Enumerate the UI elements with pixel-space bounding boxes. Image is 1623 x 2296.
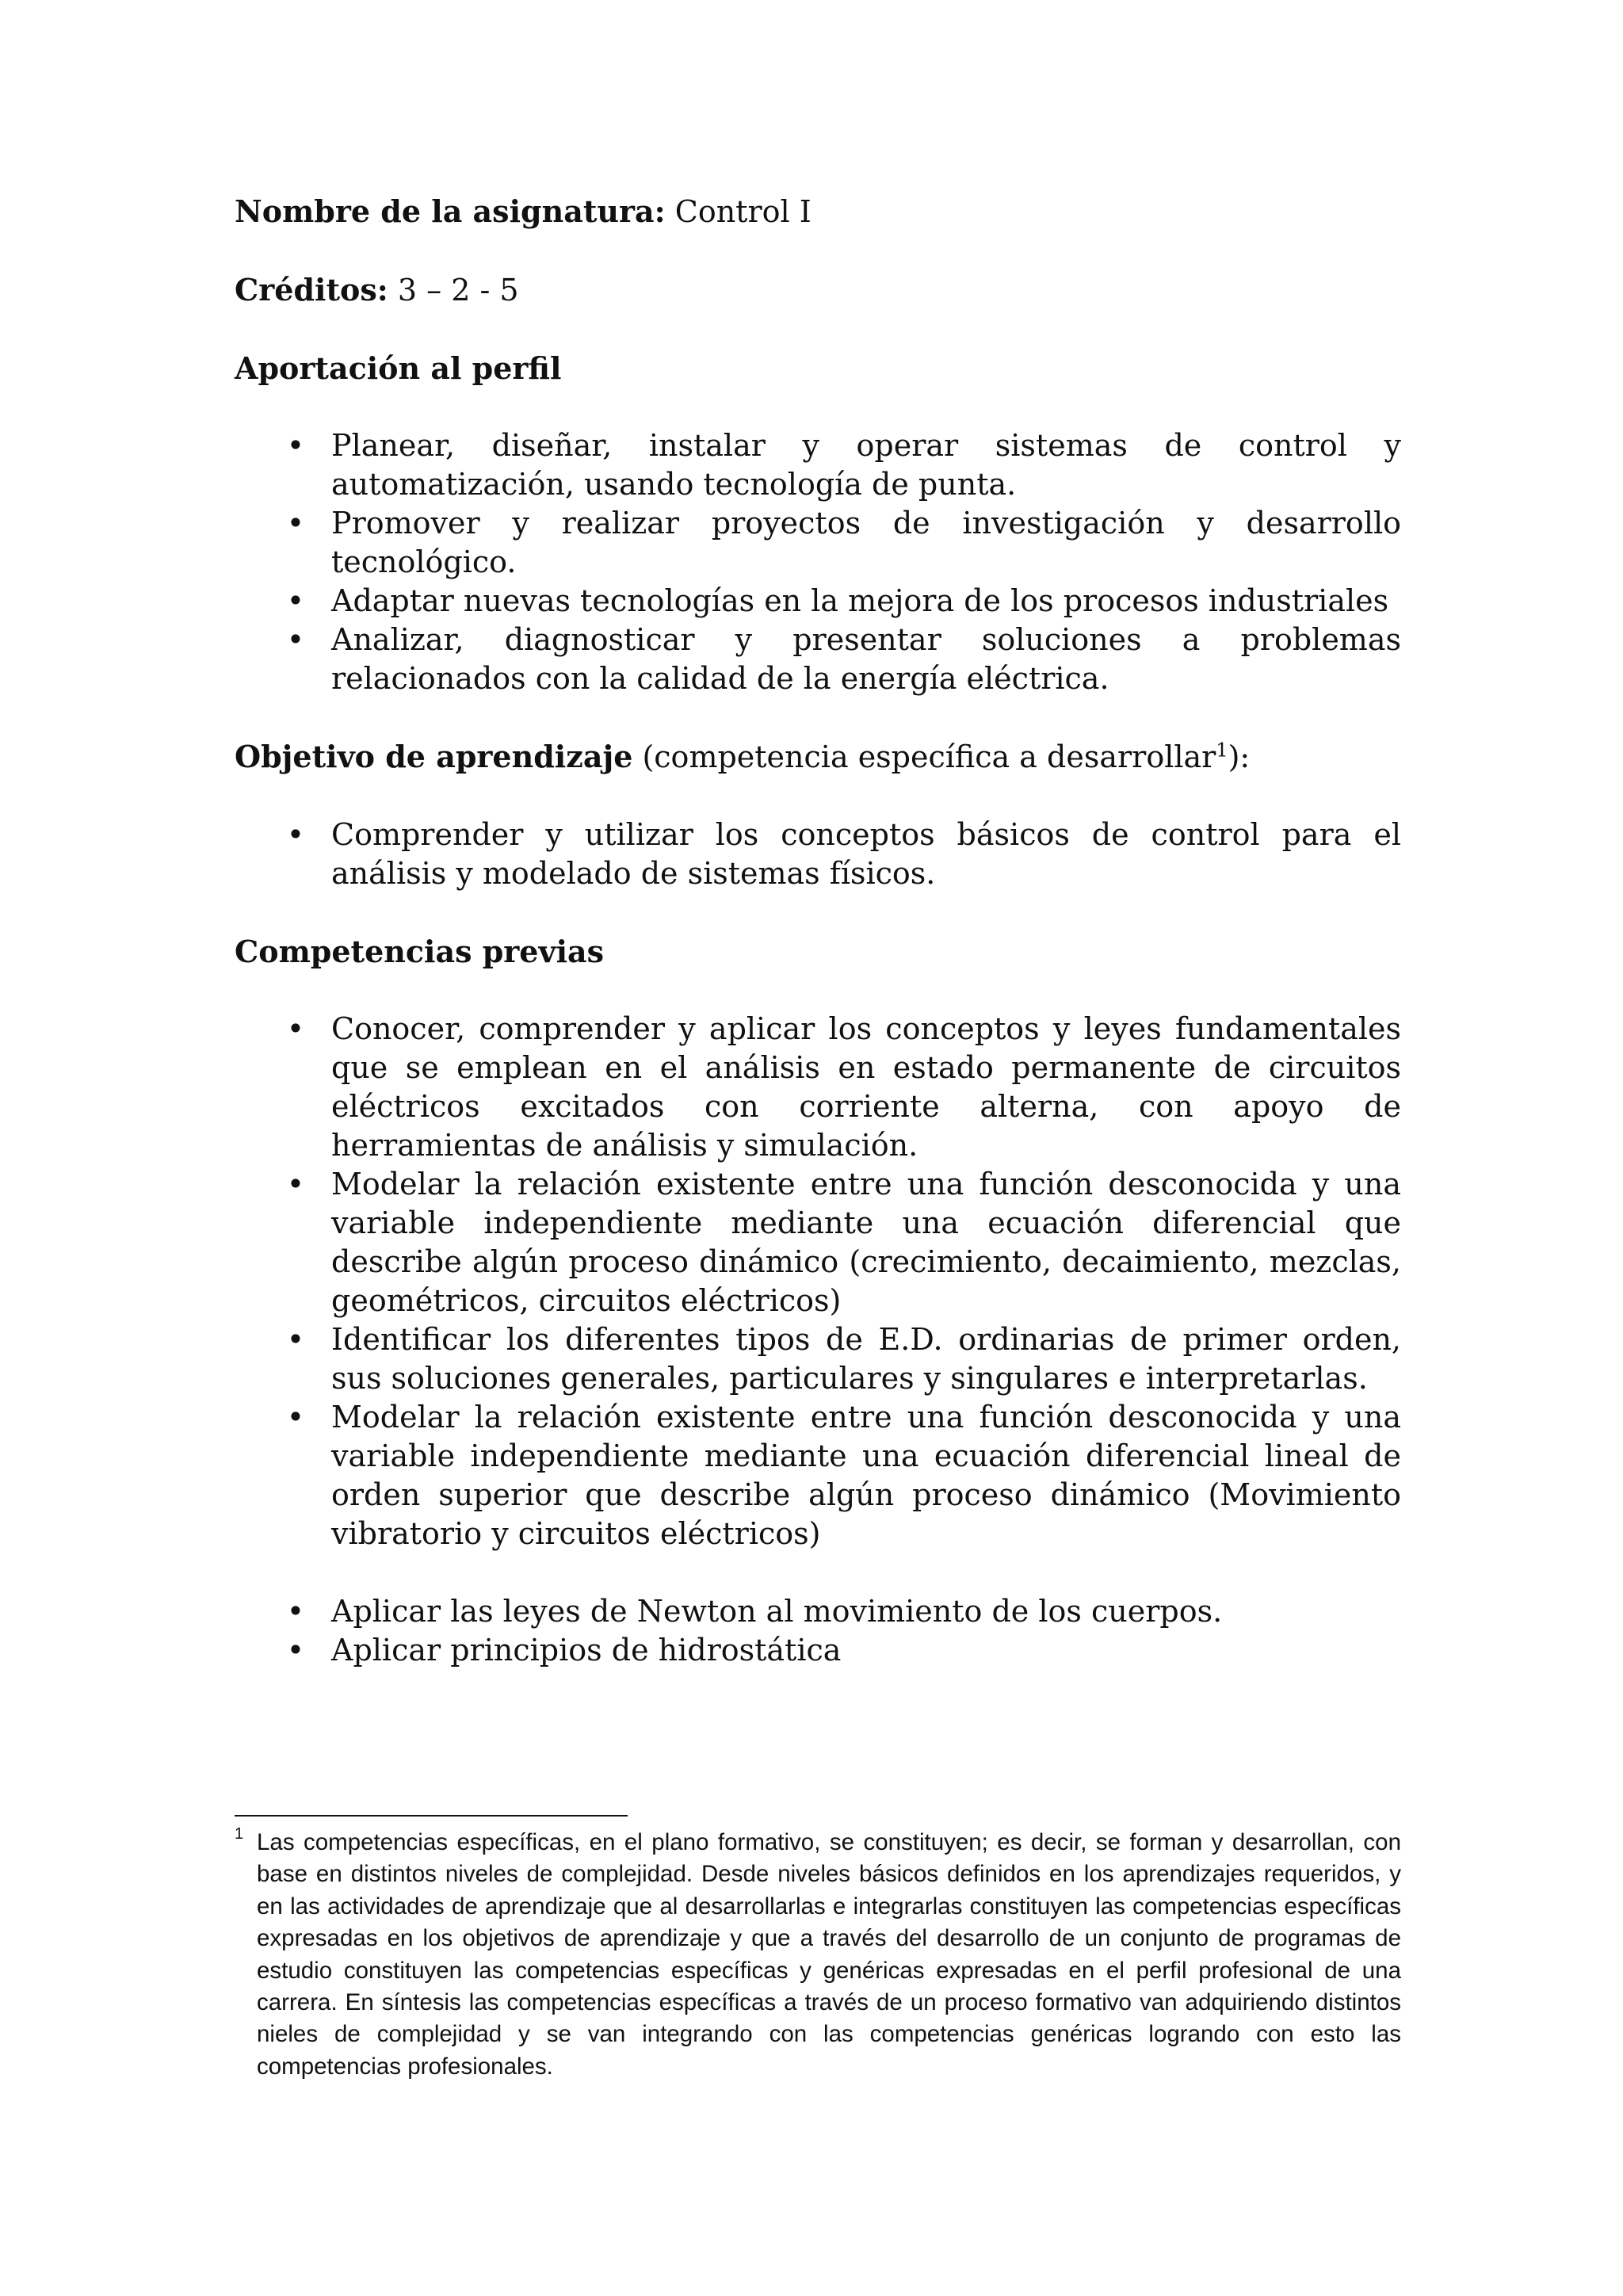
- subject-value: Control I: [665, 194, 812, 229]
- list-item: [235, 1320, 1401, 1398]
- bullet-icon: •: [286, 1400, 305, 1435]
- bullet-icon: •: [286, 1322, 305, 1357]
- list-item: [235, 582, 1401, 621]
- list-item-text: Analizar, diagnosticar y presentar soluciones a problemas relacionados con la calidad de la energía eléctrica.: [331, 622, 1401, 696]
- list-item: [235, 1631, 1401, 1670]
- prior-list: [235, 1010, 1401, 1670]
- objective-list: [235, 816, 1401, 893]
- list-item-text: Adaptar nuevas tecnologías en la mejora de los procesos industriales: [331, 583, 1389, 618]
- list-item: [235, 1165, 1401, 1320]
- list-item-text: Planear, diseñar, instalar y operar sistemas de control y automatización, usando tecnología de punta.: [331, 428, 1401, 502]
- credits-line: [235, 270, 1401, 310]
- prior-heading: Competencias previas: [235, 934, 605, 969]
- bullet-icon: •: [286, 1633, 305, 1668]
- footnote: [235, 1827, 1401, 2083]
- list-item-text: Comprender y utilizar los conceptos básicos de control para el análisis y modelado de sistemas físicos.: [331, 817, 1401, 891]
- list-item: [235, 621, 1401, 698]
- bullet-icon: •: [286, 1594, 305, 1629]
- subject-label: Nombre de la asignatura:: [235, 193, 666, 229]
- bullet-icon: •: [286, 622, 305, 657]
- bullet-icon: •: [286, 1011, 305, 1046]
- footnote-reference[interactable]: 1: [1216, 739, 1228, 762]
- objective-text: (competencia específica a desarrollar: [632, 739, 1216, 774]
- subject-line: [235, 192, 1401, 231]
- objective-text-end: ):: [1228, 739, 1251, 774]
- bullet-icon: •: [286, 583, 305, 618]
- footnote-text: Las competencias específicas, en el plano formativo, se constituyen; es decir, se forman y desarrollan, con base en distintos niveles de complejidad. Desde niveles básicos definidos en los aprendizajes requeridos, y en las actividades de aprendizaje que al desarrollarlas e integrarlas constituyen las competencias específicas expresadas en los objetivos de aprendizaje y que a través del desarrollo de un conjunto de programas de estudio constituyen las competencias específicas y genéricas expresadas en el perfil profesional de una carrera. En síntesis las competencias específicas a través de un proceso formativo van adquiriendo distintos nieles de complejidad y se van integrando con las competencias genéricas logrando con esto las competencias profesionales.: [257, 1829, 1401, 2080]
- list-item: [235, 1398, 1401, 1553]
- list-item: [235, 1010, 1401, 1165]
- bullet-icon: •: [286, 817, 305, 852]
- list-item-text: Aplicar las leyes de Newton al movimiento de los cuerpos.: [331, 1594, 1223, 1629]
- list-item-text: Aplicar principios de hidrostática: [331, 1633, 842, 1668]
- list-item-text: Identificar los diferentes tipos de E.D. ordinarias de primer orden, sus soluciones generales, particulares y singulares e interpretarlas.: [331, 1322, 1401, 1396]
- bullet-icon: •: [286, 1167, 305, 1201]
- list-item: [235, 1592, 1401, 1631]
- credits-value: 3 – 2 - 5: [388, 273, 519, 308]
- list-item: [235, 426, 1401, 504]
- profile-list: [235, 426, 1401, 698]
- list-item-text: Modelar la relación existente entre una función desconocida y una variable independiente mediante una ecuación diferencial lineal de orden superior que describe algún proceso dinámico (Movimiento vibratorio y circuitos eléctricos): [331, 1400, 1401, 1551]
- objective-label: Objetivo de aprendizaje: [235, 739, 633, 774]
- bullet-icon: •: [286, 428, 305, 463]
- credits-label: Créditos:: [235, 272, 388, 308]
- list-item-text: Modelar la relación existente entre una función desconocida y una variable independiente mediante una ecuación diferencial que describe algún proceso dinámico (crecimiento, decaimiento, mezclas, geométricos, circuitos eléctricos): [331, 1167, 1401, 1318]
- objective-line: [235, 737, 1401, 777]
- list-item: [235, 816, 1401, 893]
- list-item-text: Promover y realizar proyectos de investigación y desarrollo tecnológico.: [331, 506, 1401, 579]
- list-item: [235, 504, 1401, 582]
- bullet-icon: •: [286, 506, 305, 541]
- document-body: [235, 192, 1401, 1709]
- list-item-text: Conocer, comprender y aplicar los conceptos y leyes fundamentales que se emplean en el análisis en estado permanente de circuitos eléctricos excitados con corriente alterna, con apoyo de herramientas de análisis y simulación.: [331, 1011, 1401, 1163]
- footnote-marker: 1: [235, 1825, 244, 1843]
- profile-heading: Aportación al perfil: [235, 350, 562, 386]
- footnote-separator: [235, 1815, 628, 1817]
